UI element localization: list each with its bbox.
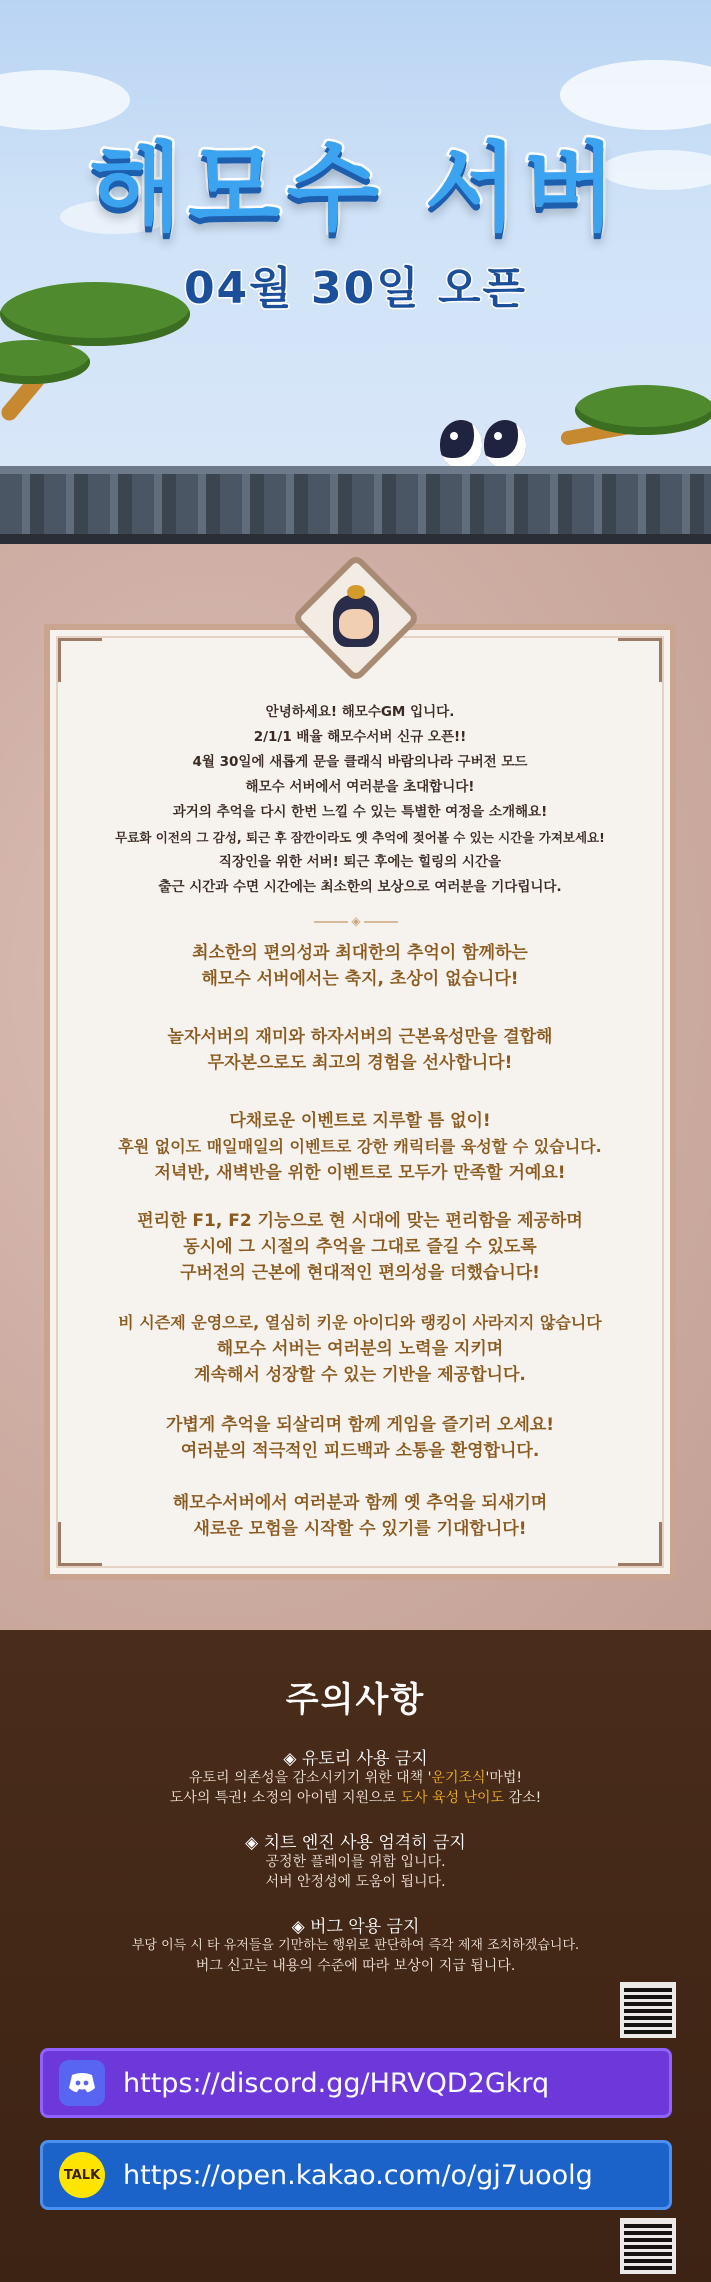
kakaotalk-icon-label: TALK: [63, 2167, 101, 2183]
rule-heading: ◈ 버그 악용 금지: [291, 1917, 420, 1937]
feature-block: [44, 1490, 676, 1542]
rule-text-part: 감소!: [504, 1790, 542, 1806]
rule-line: 공정한 플레이를 위함 입니다.: [265, 1854, 446, 1870]
gm-avatar: [333, 595, 379, 647]
intro-line: 무료화 이전의 그 감성, 퇴근 후 잠깐이라도 옛 추억에 젖어볼 수 있는 시간을 가져보세요!: [115, 830, 605, 845]
intro-line: 안녕하세요! 해모수GM 입니다.: [265, 704, 455, 720]
feature-line: 해모수 서버는 여러분의 노력을 지키며: [216, 1339, 504, 1359]
corner-ornament: [58, 638, 102, 682]
highlight-text: 운기조식: [431, 1770, 486, 1786]
page-title: 해모수 서버: [88, 132, 623, 244]
intro-line: 과거의 추억을 다시 한번 느낄 수 있는 특별한 여정을 소개해요!: [172, 804, 548, 820]
intro-line: 4월 30일에 새롭게 문을 클래식 바람의나라 구버전 모드: [192, 754, 528, 770]
feature-block: [44, 940, 676, 992]
intro-text: [44, 700, 676, 900]
feature-line: 후원 없이도 매일매일의 이벤트로 강한 캐릭터를 육성할 수 있습니다.: [118, 1137, 602, 1156]
intro-line: 2/1/1 배율 해모수서버 신규 오픈!!: [253, 729, 467, 745]
discord-url: https://discord.gg/HRVQD2Gkrq: [123, 2067, 550, 2099]
rule-line: 버그 신고는 내용의 수준에 따라 보상이 지급 됩니다.: [195, 1958, 516, 1974]
rule-text-part: '마법!: [485, 1770, 523, 1786]
intro-line: 해모수 서버에서 여러분을 초대합니다!: [245, 779, 475, 795]
roof-tiles: [0, 466, 711, 544]
feature-line: 무자본으로도 최고의 경험을 선사합니다!: [207, 1053, 513, 1073]
intro-line: 출근 시간과 수면 시간에는 최소한의 보상으로 여러분을 기다립니다.: [158, 879, 562, 895]
kakao-url: https://open.kakao.com/o/gj7uoolg: [123, 2159, 593, 2191]
feature-line: 최소한의 편의성과 최대한의 추억이 함께하는: [192, 943, 528, 963]
feature-line: 새로운 모험을 시작할 수 있기를 기대합니다!: [193, 1519, 527, 1539]
magpie-icon: [484, 420, 526, 468]
feature-line: 편리한 F1, F2 기능으로 현 시대에 맞는 편리함을 제공하며: [137, 1211, 583, 1231]
qr-code-discord: [620, 1982, 676, 2038]
pine-foliage: [575, 385, 711, 435]
rule-heading: ◈ 치트 엔진 사용 엄격히 금지: [245, 1833, 466, 1853]
caution-title: 주의사항: [285, 1680, 426, 1720]
kakao-link[interactable]: [40, 2140, 672, 2210]
feature-line: 구버전의 근본에 현대적인 편의성을 더했습니다!: [180, 1263, 540, 1283]
hero-banner: [0, 0, 711, 470]
feature-line: 해모수서버에서 여러분과 함께 옛 추억을 되새기며: [172, 1493, 548, 1513]
rule-text: [0, 1852, 711, 1892]
rule-text: [0, 1936, 711, 1976]
magpie-icon: [440, 420, 482, 468]
feature-line: 놀자서버의 재미와 하자서버의 근본육성만을 결합해: [167, 1027, 553, 1047]
feature-block: [44, 1108, 676, 1186]
open-date: 04월 30일 오픈: [183, 263, 528, 314]
rule-line: 서버 안정성에 도움이 됩니다.: [265, 1874, 446, 1890]
intro-line: 직장인을 위한 서버! 퇴근 후에는 힐링의 시간을: [218, 854, 502, 870]
rule-text-part: 도사의 특권! 소정의 아이템 지원으로: [169, 1790, 401, 1806]
feature-line: 다채로운 이벤트로 지루할 틈 없이!: [229, 1111, 491, 1131]
feature-line: 해모수 서버에서는 축지, 초상이 없습니다!: [201, 969, 519, 989]
rule-line: 부당 이득 시 타 유저들을 기만하는 행위로 판단하여 즉각 제재 조치하겠습니다.: [131, 1938, 580, 1953]
corner-ornament: [618, 638, 662, 682]
discord-icon: [59, 2060, 105, 2106]
kakaotalk-icon: [59, 2152, 105, 2198]
rule-text-part: 유토리 의존성을 감소시키기 위한 대책 ': [188, 1770, 432, 1786]
feature-block: [44, 1208, 676, 1286]
discord-link[interactable]: [40, 2048, 672, 2118]
feature-line: 가볍게 추억을 되살리며 함께 게임을 즐기러 오세요!: [165, 1415, 555, 1435]
feature-line: 저녁반, 새벽반을 위한 이벤트로 모두가 만족할 거예요!: [154, 1163, 566, 1183]
qr-code-kakao: [620, 2218, 676, 2274]
feature-block: [44, 1310, 676, 1388]
feature-block: [44, 1024, 676, 1076]
feature-line: 비 시즌제 운영으로, 열심히 키운 아이디와 랭킹이 사라지지 않습니다: [118, 1313, 602, 1332]
feature-line: 계속해서 성장할 수 있는 기반을 제공합니다.: [194, 1365, 526, 1385]
rule-text: [0, 1768, 711, 1808]
feature-block: [44, 1412, 676, 1464]
feature-line: 동시에 그 시절의 추억을 그대로 즐길 수 있도록: [183, 1237, 537, 1257]
section-divider: ◈: [306, 914, 406, 926]
rule-heading: ◈ 유토리 사용 금지: [283, 1749, 428, 1769]
highlight-text: 도사 육성 난이도: [400, 1790, 505, 1806]
feature-line: 여러분의 적극적인 피드백과 소통을 환영합니다.: [180, 1441, 540, 1461]
pine-foliage: [0, 340, 90, 384]
